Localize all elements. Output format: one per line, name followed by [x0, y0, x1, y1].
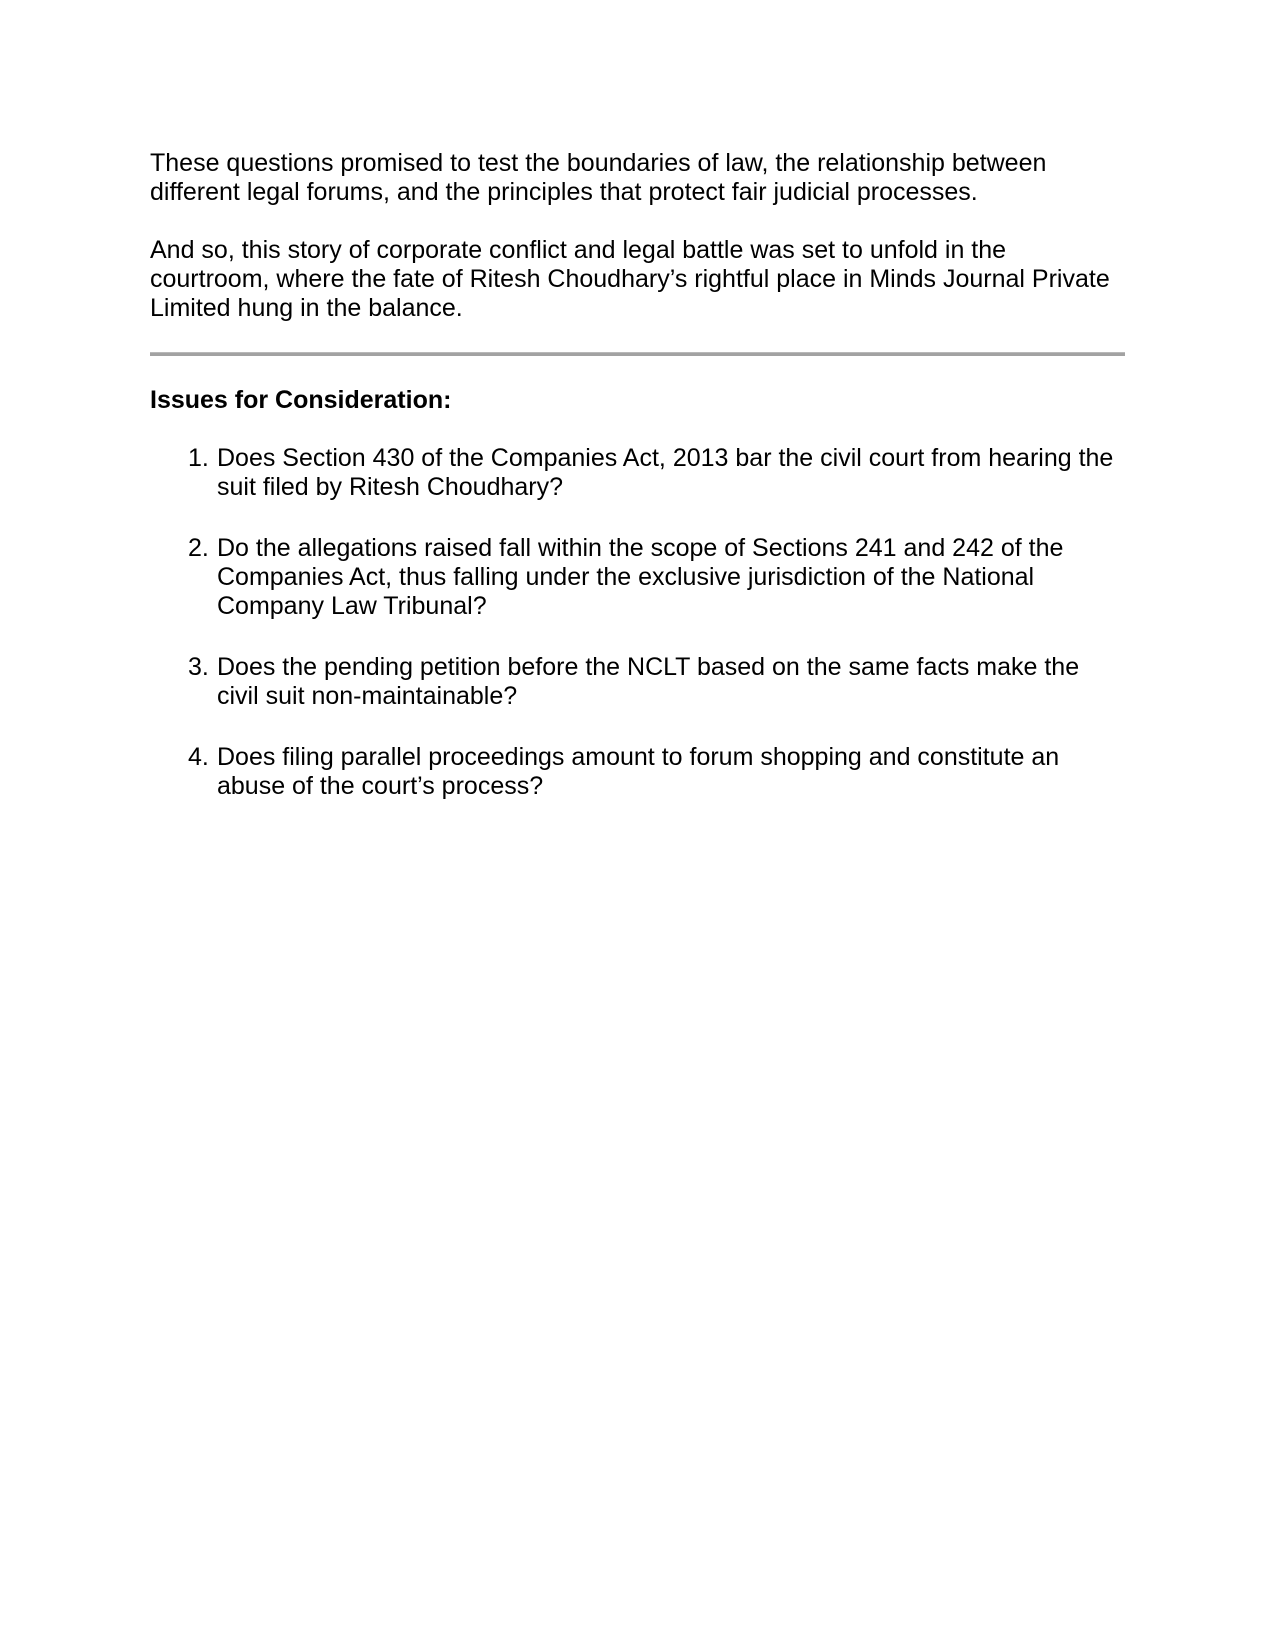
list-item [150, 653, 1125, 711]
paragraph: These questions promised to test the boundaries of law, the relationship between different legal forums, and the principles that protect fair judicial processes. [150, 149, 1047, 206]
list-item-text: Does filing parallel proceedings amount to forum shopping and constitute an abuse of the court’s process? [217, 743, 1060, 800]
list-item [150, 534, 1125, 621]
paragraph: And so, this story of corporate conflict and legal battle was set to unfold in the courtroom, where the fate of Ritesh Choudhary’s rightful place in Minds Journal Private Limited hung in the balance. [150, 236, 1110, 322]
list-item-number: 1. [188, 444, 209, 472]
list-item-number: 4. [188, 743, 209, 771]
list-item-text: Does the pending petition before the NCLT based on the same facts make the civil suit non-maintainable? [217, 653, 1080, 710]
section-heading: Issues for Consideration: [150, 386, 452, 414]
list-item-text: Does Section 430 of the Companies Act, 2013 bar the civil court from hearing the suit filed by Ritesh Choudhary? [217, 444, 1114, 501]
list-item [150, 444, 1125, 502]
list-item-number: 3. [188, 653, 209, 681]
horizontal-rule [150, 352, 1125, 356]
document-content [150, 0, 1125, 833]
list-item [150, 743, 1125, 801]
issues-list [150, 444, 1125, 801]
list-item-number: 2. [188, 534, 209, 562]
list-item-text: Do the allegations raised fall within the scope of Sections 241 and 242 of the Companies Act, thus falling under the exclusive jurisdiction of the National Company Law Tribunal? [217, 534, 1064, 620]
